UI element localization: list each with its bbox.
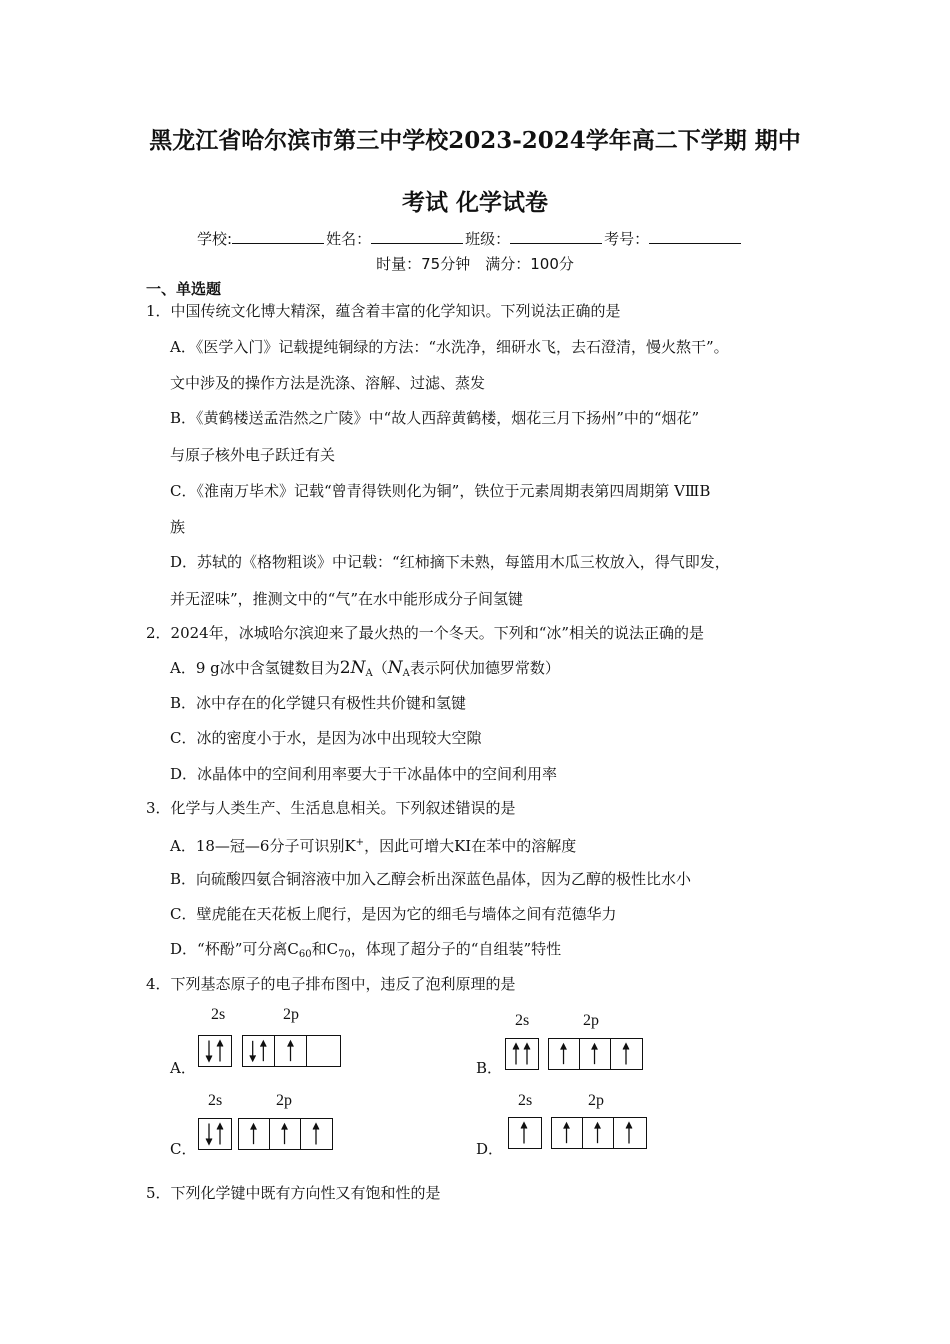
student-info-row — [197, 228, 743, 249]
q2-option-c: C．冰的密度小于水，是因为冰中出现较大空隙 — [170, 729, 482, 747]
orbital-cell — [199, 1119, 230, 1149]
q2-a-N2: N — [387, 658, 403, 678]
q2-a-num: 2 — [339, 658, 351, 678]
q1-option-c-line1: C．《淮南万毕术》记载“曾青得铁则化为铜”，铁位于元素周期表第四周期第 VⅢB — [170, 482, 711, 500]
orbital-cell — [307, 1036, 339, 1066]
q4-option-a-diagram — [198, 1005, 343, 1071]
orbital-cell — [506, 1039, 537, 1069]
orbital-cell — [270, 1119, 301, 1149]
q4-b-2p-orbital — [548, 1038, 643, 1070]
q4-c-2p-label: 2p — [276, 1092, 292, 1109]
q3-d-pre: D．“杯酚”可分离C — [170, 940, 299, 958]
school-label: 学校: — [197, 230, 233, 248]
q1-option-d-line1: D．苏轼的《格物粗谈》中记载：“红柿摘下未熟，每篮用木瓜三枚放入，得气即发， — [170, 553, 730, 571]
class-label: 班级： — [465, 230, 511, 248]
q4-option-c-label: C． — [170, 1140, 197, 1158]
q1-option-b-line2: 与原子核外电子跃迁有关 — [170, 446, 336, 464]
q4-b-2p-label: 2p — [583, 1012, 599, 1029]
q4-c-2s-orbital — [198, 1118, 232, 1150]
orbital-cell — [611, 1039, 642, 1069]
number-blank[interactable] — [649, 229, 741, 244]
q3-option-c: C．壁虎能在天花板上爬行，是因为它的细毛与墙体之间有范德华力 — [170, 905, 617, 923]
q2-option-d: D．冰晶体中的空间利用率要大于干冰晶体中的空间利用率 — [170, 765, 558, 783]
q1-option-a-line1: A．《医学入门》记载提纯铜绿的方法：“水洗净，细研水飞，去石澄清，慢火熬干”。 — [170, 338, 729, 356]
q3-a-pre: A．18—冠—6分子可识别K — [170, 837, 356, 855]
q3-option-b: B．向硫酸四氨合铜溶液中加入乙醇会析出深蓝色晶体，因为乙醇的极性比水小 — [170, 870, 692, 888]
number-label: 考号： — [604, 230, 650, 248]
orbital-cell — [614, 1118, 645, 1148]
q4-d-2p-orbital — [551, 1117, 647, 1149]
orbital-cell — [583, 1118, 614, 1148]
time-score-line: 时量：75分钟 满分：100分 — [376, 255, 574, 273]
q2-a-post: 表示阿伏加德罗常数） — [409, 659, 560, 677]
orbital-cell — [275, 1036, 307, 1066]
orbital-cell — [301, 1119, 332, 1149]
name-label: 姓名： — [326, 230, 372, 248]
orbital-cell — [239, 1119, 270, 1149]
q4-b-2s-orbital — [505, 1038, 539, 1070]
q2-a-sub: A — [365, 668, 373, 679]
q4-option-b-diagram — [505, 1012, 645, 1070]
exam-title-line2: 考试 化学试卷 — [401, 189, 548, 216]
q4-stem: 4．下列基态原子的电子排布图中，违反了泡利原理的是 — [146, 975, 516, 993]
orbital-cell — [580, 1039, 611, 1069]
q4-d-2s-label: 2s — [518, 1092, 533, 1109]
q3-d-sub1: 60 — [298, 949, 312, 960]
q3-stem: 3．化学与人类生产、生活息息相关。下列叙述错误的是 — [146, 799, 516, 817]
q4-a-2p-orbital — [242, 1035, 341, 1067]
exam-title-line1: 黑龙江省哈尔滨市第三中学校2023-2024学年高二下学期 期中 — [149, 127, 801, 154]
q4-c-2s-label: 2s — [208, 1092, 223, 1109]
q3-option-d — [170, 939, 561, 965]
q5-stem: 5．下列化学键中既有方向性又有饱和性的是 — [146, 1184, 441, 1202]
q3-d-post: ，体现了超分子的“自组装”特性 — [350, 940, 562, 958]
q4-c-2p-orbital — [238, 1118, 333, 1150]
q4-a-2s-label: 2s — [211, 1006, 226, 1023]
orbital-cell — [509, 1118, 540, 1148]
q4-d-2p-label: 2p — [588, 1092, 604, 1109]
q3-a-post: ，因此可增大KI在苯中的溶解度 — [364, 837, 577, 855]
q3-d-mid: 和C — [311, 940, 339, 958]
q1-option-d-line2: 并无涩味”，推测文中的“气”在水中能形成分子间氢键 — [170, 590, 524, 608]
q4-a-2p-label: 2p — [283, 1006, 299, 1023]
q4-option-d-label: D． — [476, 1140, 504, 1158]
q2-option-b: B．冰中存在的化学键只有极性共价键和氢键 — [170, 694, 467, 712]
q4-option-d-diagram — [508, 1090, 650, 1152]
q4-a-2s-orbital — [198, 1035, 232, 1067]
q4-option-a-label: A． — [170, 1059, 196, 1077]
q2-a-mid: （ — [372, 659, 388, 677]
q2-a-sub2: A — [402, 668, 410, 679]
class-blank[interactable] — [510, 229, 602, 244]
q1-option-b-line1: B．《黄鹤楼送孟浩然之广陵》中“故人西辞黄鹤楼，烟花三月下扬州”中的“烟花” — [170, 409, 700, 427]
q3-option-a — [170, 833, 576, 856]
q2-a-N: N — [350, 658, 366, 678]
q3-a-sup: + — [355, 837, 365, 848]
q4-option-b-label: B． — [476, 1059, 503, 1077]
orbital-cell — [549, 1039, 580, 1069]
name-blank[interactable] — [371, 229, 463, 244]
q1-option-a-line2: 文中涉及的操作方法是洗涤、溶解、过滤、蒸发 — [170, 374, 486, 392]
q4-option-c-diagram — [198, 1092, 338, 1152]
q4-d-2s-orbital — [508, 1117, 542, 1149]
q2-option-a — [170, 658, 560, 684]
section-heading: 一、单选题 — [146, 280, 222, 298]
q1-option-c-line2: 族 — [170, 518, 186, 536]
q1-stem: 1．中国传统文化博大精深，蕴含着丰富的化学知识。下列说法正确的是 — [146, 302, 621, 320]
orbital-cell — [552, 1118, 583, 1148]
q2-stem: 2．2024年，冰城哈尔滨迎来了最火热的一个冬天。下列和“冰”相关的说法正确的是 — [146, 624, 705, 642]
q4-b-2s-label: 2s — [515, 1012, 530, 1029]
school-blank[interactable] — [232, 229, 324, 244]
orbital-cell — [243, 1036, 275, 1066]
q2-a-pre: A．9 g冰中含氢键数目为 — [170, 659, 340, 677]
q3-d-sub2: 70 — [338, 949, 351, 960]
orbital-cell — [199, 1036, 230, 1066]
